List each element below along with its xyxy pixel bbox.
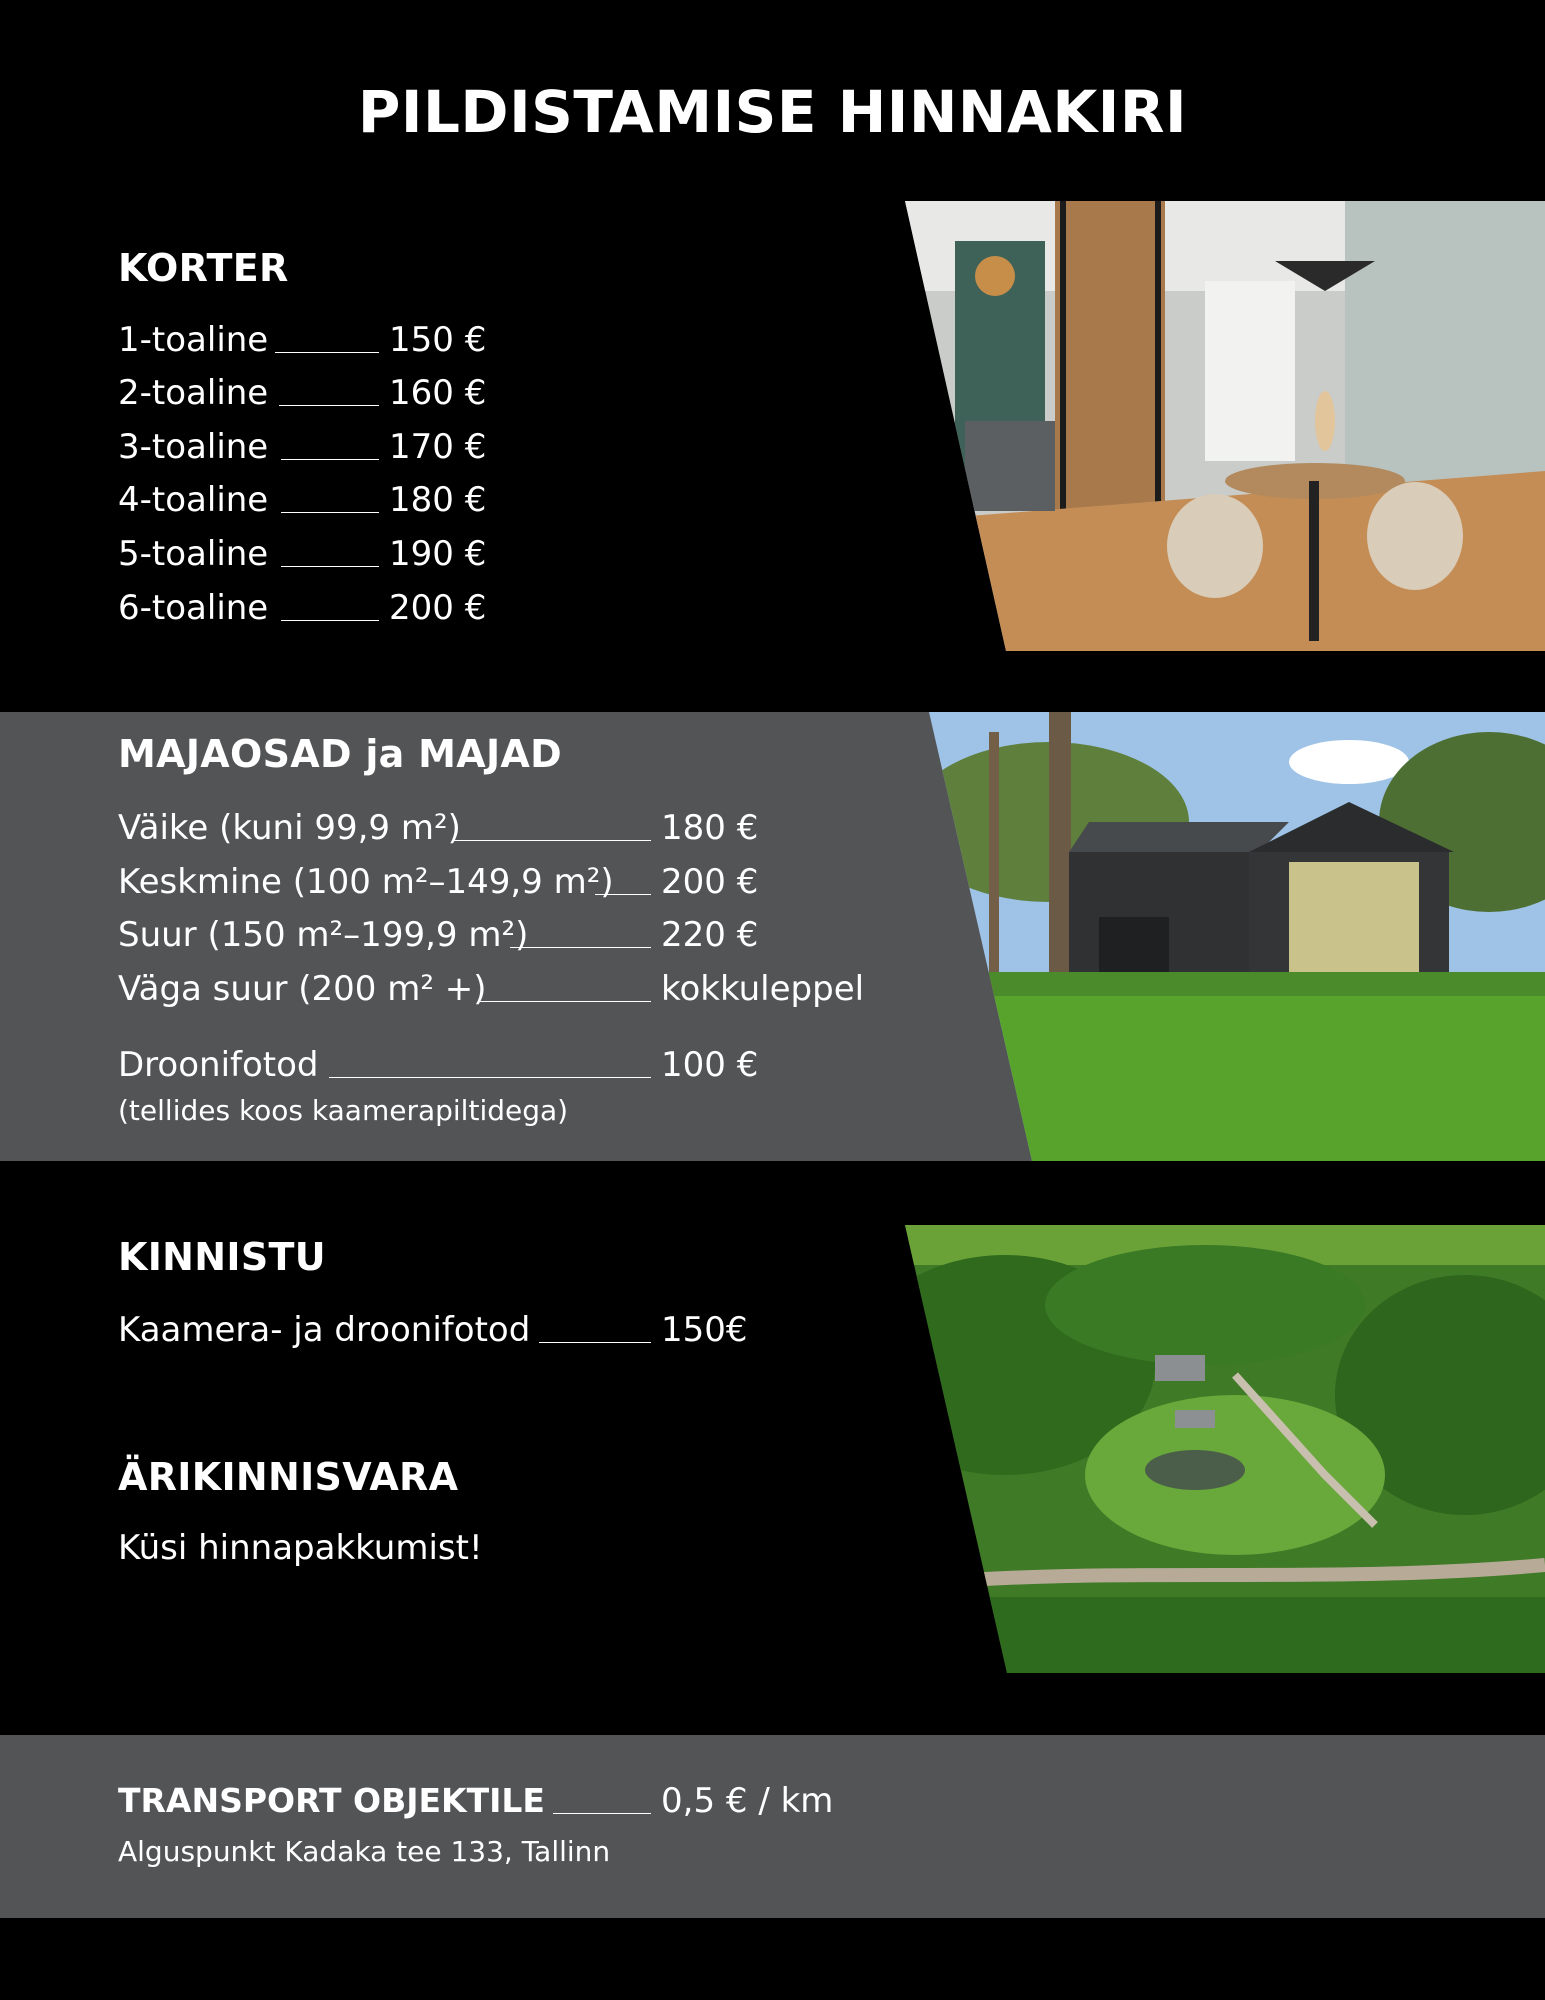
price-row-label: 3-toaline — [118, 427, 269, 467]
leader-line — [510, 947, 651, 948]
leader-line — [480, 1001, 651, 1002]
price-row-value: 200 € — [389, 588, 487, 628]
leader-line — [329, 1077, 651, 1078]
price-row-label: Väike (kuni 99,9 m²) — [118, 808, 461, 848]
price-row — [118, 967, 865, 1011]
price-row-value: 150 € — [389, 320, 487, 360]
quote-request-text: Küsi hinnapakkumist! — [118, 1528, 483, 1568]
price-row — [118, 860, 858, 904]
transport-row — [118, 1779, 918, 1823]
price-row-label: 5-toaline — [118, 534, 269, 574]
leader-line — [279, 405, 379, 406]
section-heading-majad: MAJAOSAD ja MAJAD — [118, 732, 562, 776]
transport-note: Alguspunkt Kadaka tee 133, Tallinn — [118, 1835, 611, 1868]
drone-note: (tellides koos kaamerapiltidega) — [118, 1094, 569, 1127]
leader-line — [553, 1813, 651, 1814]
section-heading-korter: KORTER — [118, 246, 289, 290]
price-row-label: Keskmine (100 m²–149,9 m²) — [118, 862, 614, 902]
price-row-value: 100 € — [661, 1045, 759, 1085]
price-row — [118, 1308, 858, 1352]
price-row-value: kokkuleppel — [661, 969, 865, 1009]
price-row-value: 170 € — [389, 427, 487, 467]
price-row-label: 1-toaline — [118, 320, 269, 360]
section-heading-arikinnisvara: ÄRIKINNISVARA — [118, 1455, 459, 1499]
leader-line — [281, 566, 379, 567]
page-title: PILDISTAMISE HINNAKIRI — [357, 78, 1188, 146]
price-row-value: 160 € — [389, 373, 487, 413]
price-row-value: 190 € — [389, 534, 487, 574]
price-row — [118, 1043, 858, 1087]
section-band-transport — [0, 1735, 1545, 1918]
price-row-value: 220 € — [661, 915, 759, 955]
price-row-value: 180 € — [389, 480, 487, 520]
price-row — [118, 586, 518, 630]
price-row-label: 2-toaline — [118, 373, 269, 413]
price-row — [118, 478, 518, 522]
price-row — [118, 532, 518, 576]
leader-line — [281, 620, 379, 621]
leader-line — [275, 352, 379, 353]
leader-line — [595, 894, 651, 895]
price-row-label: Suur (150 m²–199,9 m²) — [118, 915, 529, 955]
price-row — [118, 318, 518, 362]
price-row-label: 4-toaline — [118, 480, 269, 520]
price-row — [118, 806, 858, 850]
apartment-interior-photo — [905, 201, 1545, 651]
leader-line — [539, 1342, 651, 1343]
leader-line — [453, 840, 651, 841]
price-row-label: Droonifotod — [118, 1045, 319, 1085]
leader-line — [281, 512, 379, 513]
leader-line — [281, 459, 379, 460]
transport-price: 0,5 € / km — [661, 1781, 834, 1821]
house-exterior-photo — [929, 712, 1545, 1161]
section-heading-kinnistu: KINNISTU — [118, 1235, 326, 1279]
price-row — [118, 913, 858, 957]
aerial-property-photo — [905, 1225, 1545, 1673]
price-row-value: 200 € — [661, 862, 759, 902]
price-row-value: 150€ — [661, 1310, 748, 1350]
price-row-value: 180 € — [661, 808, 759, 848]
price-row-label: Väga suur (200 m² +) — [118, 969, 487, 1009]
transport-heading: TRANSPORT OBJEKTILE — [118, 1781, 545, 1820]
price-row — [118, 371, 518, 415]
price-row-label: 6-toaline — [118, 588, 269, 628]
price-row-label: Kaamera- ja droonifotod — [118, 1310, 531, 1350]
price-row — [118, 425, 518, 469]
